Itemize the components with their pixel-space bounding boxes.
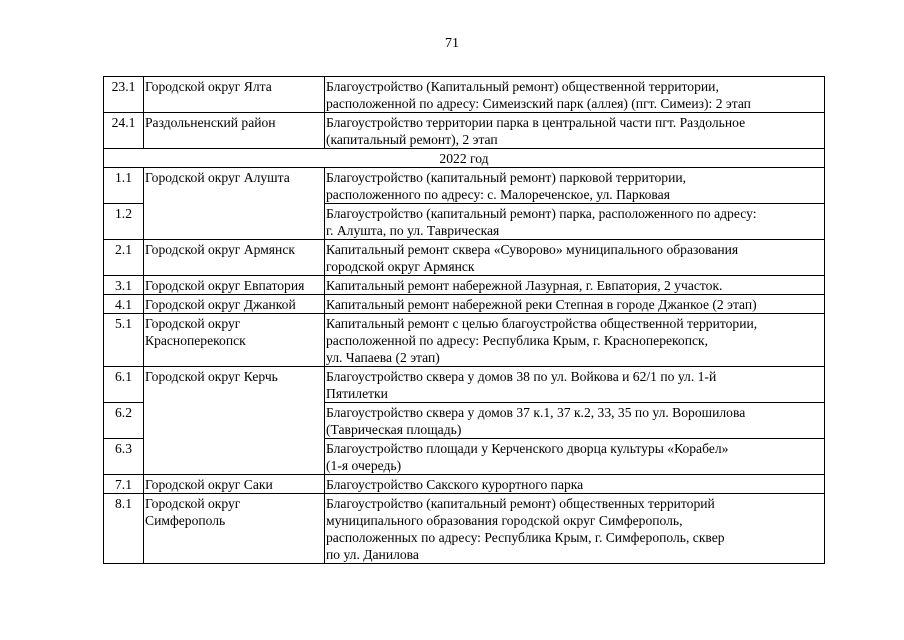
description-line: Благоустройство сквера у домов 37 к.1, 37 к.2, 33, 35 по ул. Ворошилова xyxy=(326,405,746,420)
description-line: Пятилетки xyxy=(326,386,388,401)
description-cell xyxy=(325,439,825,475)
description-cell xyxy=(325,240,825,276)
region-line: Симферополь xyxy=(145,513,226,528)
description-cell xyxy=(325,113,825,149)
row-number: 8.1 xyxy=(104,494,144,564)
page-number: 71 xyxy=(445,36,459,51)
region-cell: Городской округ Ялта xyxy=(144,77,325,113)
description-cell xyxy=(325,367,825,403)
table-row xyxy=(104,367,825,403)
region-line: Красноперекопск xyxy=(145,333,246,348)
description-line: расположенных по адресу: Республика Крым, г. Симферополь, сквер xyxy=(326,530,725,545)
row-number: 6.1 xyxy=(104,367,144,403)
region-cell: Городской округ Армянск xyxy=(144,240,325,276)
table-row xyxy=(104,494,825,564)
region-cell: Городской округ Евпатория xyxy=(144,276,325,295)
projects-table xyxy=(103,76,825,564)
description-line: Капитальный ремонт набережной реки Степная в городе Джанкое (2 этап) xyxy=(326,297,757,312)
description-cell xyxy=(325,168,825,204)
description-line: (1-я очередь) xyxy=(326,458,402,473)
region-line: Городской округ xyxy=(145,316,241,331)
description-line: Благоустройство территории парка в центральной части пгт. Раздольное xyxy=(326,115,746,130)
region-line: Городской округ xyxy=(145,496,241,511)
description-cell xyxy=(325,295,825,314)
region-cell: Городской округ Саки xyxy=(144,475,325,494)
description-line: Благоустройство (капитальный ремонт) общественных территорий xyxy=(326,496,715,511)
table-row xyxy=(104,475,825,494)
table-row xyxy=(104,295,825,314)
description-line: Благоустройство (капитальный ремонт) парковой территории, xyxy=(326,170,687,185)
description-line: Капитальный ремонт набережной Лазурная, г. Евпатория, 2 участок. xyxy=(326,278,723,293)
description-cell xyxy=(325,403,825,439)
row-number: 6.3 xyxy=(104,439,144,475)
description-line: Благоустройство Сакского курортного парка xyxy=(326,477,584,492)
region-cell xyxy=(144,314,325,367)
description-line: Капитальный ремонт с целью благоустройства общественной территории, xyxy=(326,316,758,331)
row-number: 5.1 xyxy=(104,314,144,367)
description-cell xyxy=(325,77,825,113)
row-number: 6.2 xyxy=(104,403,144,439)
description-cell xyxy=(325,314,825,367)
description-line: ул. Чапаева (2 этап) xyxy=(326,350,440,365)
region-cell: Городской округ Керчь xyxy=(144,367,325,475)
description-line: (Таврическая площадь) xyxy=(326,422,462,437)
description-cell xyxy=(325,204,825,240)
description-line: расположенной по адресу: Симеизский парк (аллея) (пгт. Симеиз): 2 этап xyxy=(326,96,751,111)
description-cell xyxy=(325,475,825,494)
row-number: 7.1 xyxy=(104,475,144,494)
row-number: 1.2 xyxy=(104,204,144,240)
region-cell: Раздольненский район xyxy=(144,113,325,149)
table-row xyxy=(104,276,825,295)
description-line: Благоустройство (Капитальный ремонт) общественной территории, xyxy=(326,79,719,94)
description-line: расположенного по адресу: с. Малореченское, ул. Парковая xyxy=(326,187,670,202)
row-number: 23.1 xyxy=(104,77,144,113)
description-line: городской округ Армянск xyxy=(326,259,475,274)
description-line: расположенной по адресу: Республика Крым, г. Красноперекопск, xyxy=(326,333,709,348)
row-number: 2.1 xyxy=(104,240,144,276)
description-line: Благоустройство площади у Керченского дворца культуры «Корабел» xyxy=(326,441,729,456)
year-section-row xyxy=(104,149,825,168)
table-row xyxy=(104,240,825,276)
row-number: 3.1 xyxy=(104,276,144,295)
region-cell: Городской округ Алушта xyxy=(144,168,325,240)
table-row xyxy=(104,314,825,367)
description-line: по ул. Данилова xyxy=(326,547,419,562)
description-cell xyxy=(325,494,825,564)
row-number: 1.1 xyxy=(104,168,144,204)
description-line: муниципального образования городской округ Симферополь, xyxy=(326,513,683,528)
region-cell xyxy=(144,494,325,564)
table-row xyxy=(104,77,825,113)
description-line: Благоустройство сквера у домов 38 по ул. Войкова и 62/1 по ул. 1-й xyxy=(326,369,717,384)
description-line: Благоустройство (капитальный ремонт) парка, расположенного по адресу: xyxy=(326,206,757,221)
description-cell xyxy=(325,276,825,295)
row-number: 24.1 xyxy=(104,113,144,149)
description-line: Капитальный ремонт сквера «Суворово» муниципального образования xyxy=(326,242,739,257)
region-cell: Городской округ Джанкой xyxy=(144,295,325,314)
description-line: (капитальный ремонт), 2 этап xyxy=(326,132,498,147)
table-row xyxy=(104,168,825,204)
year-heading: 2022 год xyxy=(104,149,825,168)
description-line: г. Алушта, по ул. Таврическая xyxy=(326,223,500,238)
row-number: 4.1 xyxy=(104,295,144,314)
table-row xyxy=(104,113,825,149)
